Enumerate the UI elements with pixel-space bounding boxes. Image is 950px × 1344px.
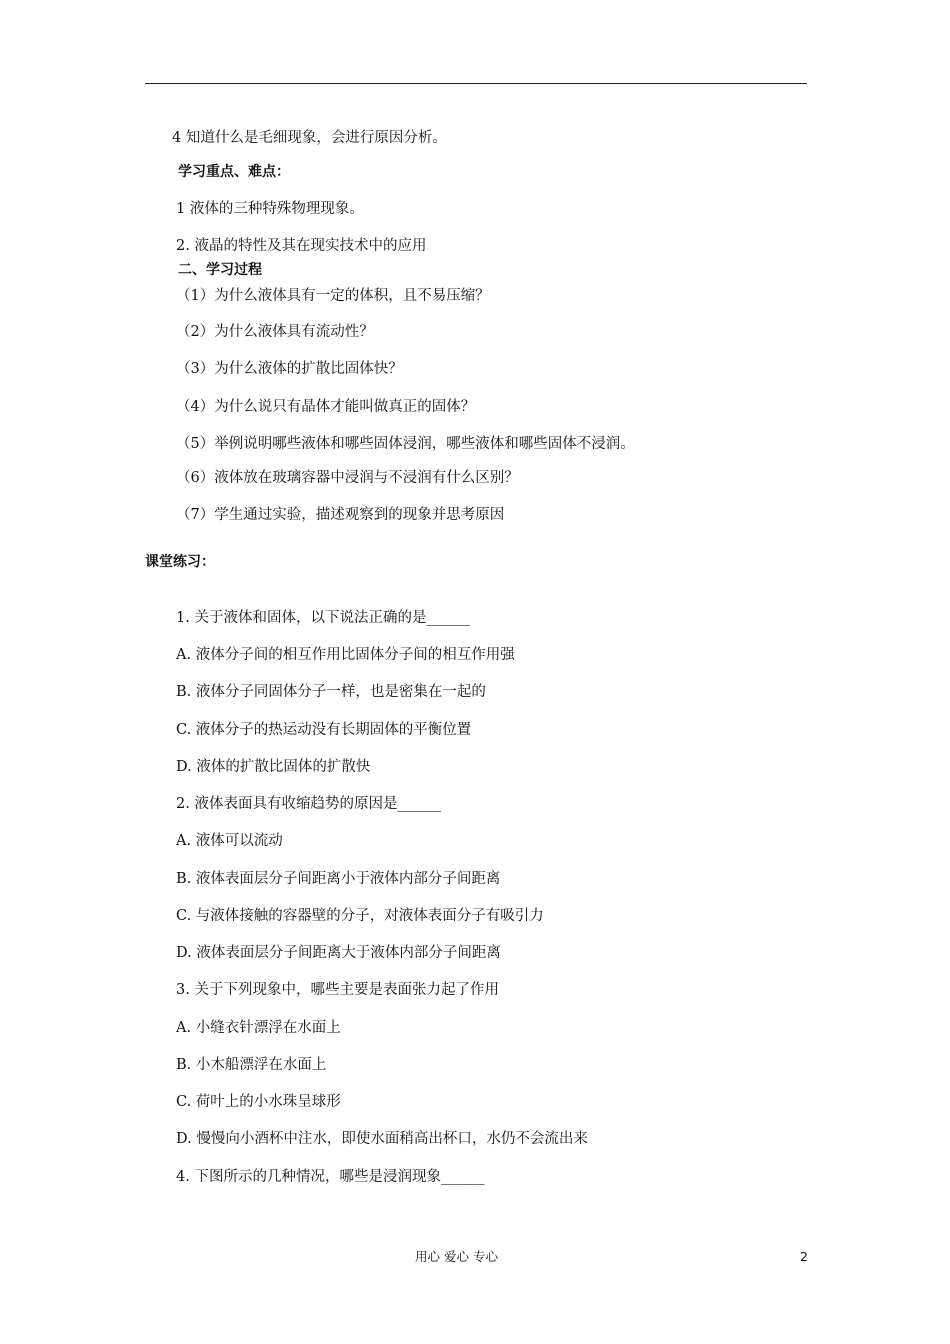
process-question-3: （3）为什么液体的扩散比固体快？ [176,361,403,377]
exercises-heading: 课堂练习： [145,554,215,570]
process-question-5: （5）举例说明哪些液体和哪些固体浸润，哪些液体和哪些固体不浸润。 [176,436,635,452]
exercise-line: 1. 关于液体和固体，以下说法正确的是______ [176,610,470,626]
header-rule [145,83,807,84]
exercise-line: D. 液体表面层分子间距离大于液体内部分子间距离 [176,945,501,961]
exercise-line: A. 小缝衣针漂浮在水面上 [176,1020,341,1036]
learning-goal-4: 4 知道什么是毛细现象，会进行原因分析。 [172,130,447,146]
footer-motto: 用心 爱心 专心 [415,1249,498,1264]
process-heading: 二、学习过程 [178,262,262,278]
exercise-line: D. 慢慢向小酒杯中注水，即使水面稍高出杯口，水仍不会流出来 [176,1131,588,1147]
exercise-line: A. 液体分子间的相互作用比固体分子间的相互作用强 [176,647,515,663]
page-number: 2 [800,1249,808,1264]
process-question-4: （4）为什么说只有晶体才能叫做真正的固体？ [176,399,476,415]
exercise-line: B. 液体分子同固体分子一样，也是密集在一起的 [176,684,486,700]
exercise-line: B. 小木船漂浮在水面上 [176,1057,327,1073]
exercise-line: C. 与液体接触的容器壁的分子，对液体表面分子有吸引力 [176,908,544,924]
process-question-2: （2）为什么液体具有流动性？ [176,324,374,340]
process-question-7: （7）学生通过实验，描述观察到的现象并思考原因 [176,507,505,523]
exercise-line: C. 液体分子的热运动没有长期固体的平衡位置 [176,722,472,738]
exercise-line: 2. 液体表面具有收缩趋势的原因是______ [176,796,441,812]
exercise-line: C. 荷叶上的小水珠呈球形 [176,1094,341,1110]
exercise-line: B. 液体表面层分子间距离小于液体内部分子间距离 [176,871,501,887]
process-question-6: （6）液体放在玻璃容器中浸润与不浸润有什么区别？ [176,470,519,486]
key-points-heading: 学习重点、难点： [178,164,290,180]
key-point-1: 1 液体的三种特殊物理现象。 [176,201,364,217]
exercise-line: 4. 下图所示的几种情况，哪些是浸润现象______ [176,1169,485,1185]
key-point-2: 2. 液晶的特性及其在现实技术中的应用 [176,238,427,254]
process-question-1: （1）为什么液体具有一定的体积，且不易压缩？ [176,288,490,304]
exercise-line: A. 液体可以流动 [176,833,283,849]
exercise-line: 3. 关于下列现象中，哪些主要是表面张力起了作用 [176,982,499,998]
exercise-line: D. 液体的扩散比固体的扩散快 [176,759,371,775]
